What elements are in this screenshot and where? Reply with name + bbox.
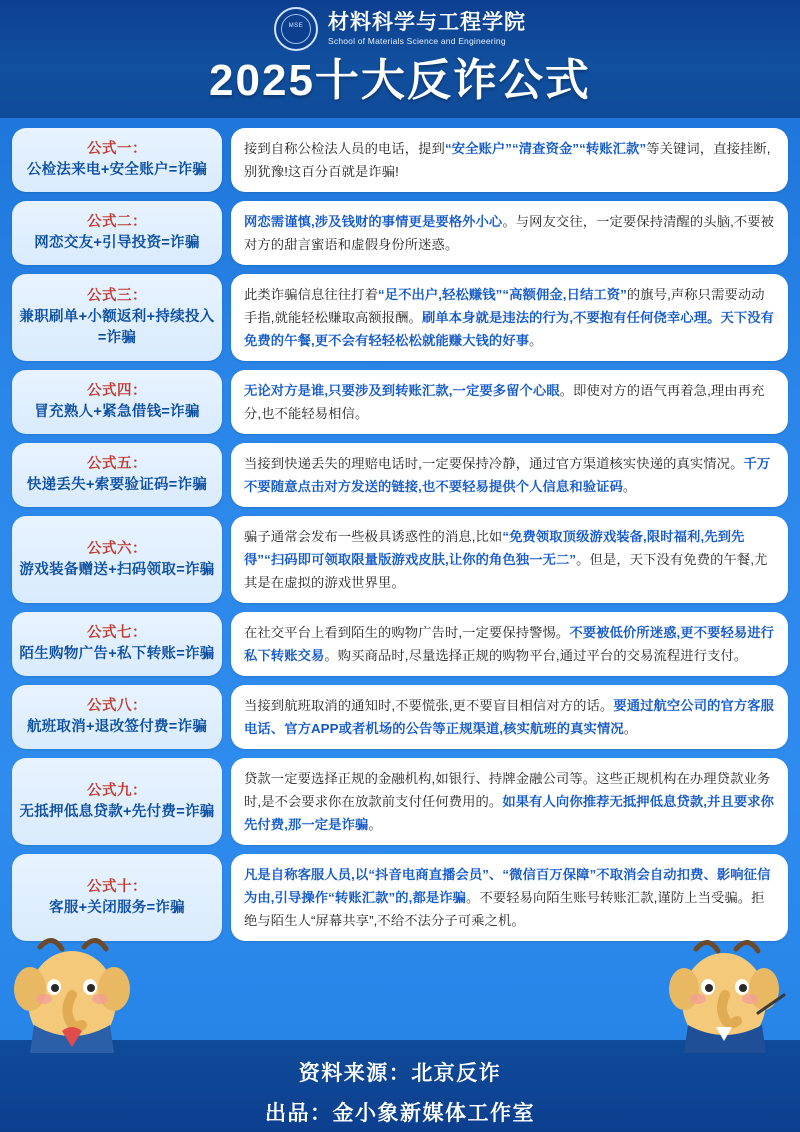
formula-equation: 冒充熟人+紧急借钱=诈骗 — [34, 404, 200, 420]
body-text: 。与网友交往，一定要保持清醒的头脑,不要被对方的甜言蜜语和虚假身份所迷惑 — [244, 214, 775, 252]
formula-equation: 游戏装备赠送+扫码领取=诈骗 — [19, 561, 215, 578]
body-text: 。但是，天下没有免费的午餐,尤其是在虚拟的游戏世界里。 — [244, 552, 768, 590]
highlight-text: 网恋需谨慎,涉及钱财的事情更是要格外小心 — [244, 214, 503, 229]
formula-row — [12, 443, 788, 507]
formula-description — [231, 128, 788, 192]
formula-equation: 陌生购物广告+私下转账=诈骗 — [19, 646, 215, 662]
body-text: 在社交平台上看到陌生的购物广告时,一定要保持警惕。 — [244, 625, 570, 640]
body-text: 。 — [623, 721, 638, 736]
body-text: 当接到快递丢失的理赔电话时,一定要保持冷静，通过官方渠道核实快递的真实情况。 — [244, 456, 744, 471]
formula-equation: 客服+关闭服务=诈骗 — [49, 899, 185, 916]
formula-number: 公式四： — [87, 383, 147, 399]
body-text: 。 — [368, 817, 382, 832]
formula-equation: 无抵押低息贷款+先付费=诈骗 — [19, 803, 215, 820]
formula-description — [231, 443, 788, 507]
formula-label-card — [12, 128, 222, 192]
formula-label-card — [12, 516, 222, 603]
formula-label-card — [12, 201, 222, 265]
body-text: 接到自称公检法人员的电话，提到 — [244, 141, 445, 156]
formula-equation: 航班取消+退改签付费=诈骗 — [26, 719, 208, 735]
body-text: 。 — [622, 479, 637, 494]
formula-label-card — [12, 612, 222, 676]
formula-list — [0, 118, 800, 941]
formula-number: 公式七： — [87, 625, 147, 641]
body-text: 。 — [529, 333, 543, 348]
formula-label-card — [12, 370, 222, 434]
formula-label-card — [12, 274, 222, 361]
body-text: 。不要轻易向陌生账号转账汇款,谨防上当受骗。拒绝与陌生人“屏幕共享”,不给不法分子可乘之机。 — [244, 890, 765, 928]
university-logo-icon — [274, 7, 318, 51]
formula-description — [231, 685, 788, 749]
body-text: 。即使对方的语气再着急,理由再充分,也不能轻易相信。 — [244, 383, 765, 421]
formula-row — [12, 370, 788, 434]
formula-number: 公式一： — [87, 141, 147, 157]
formula-equation: 兼职刷单+小额返利+持续投入=诈骗 — [19, 309, 215, 346]
formula-number: 公式十： — [87, 878, 147, 895]
formula-label-card — [12, 758, 222, 845]
formula-description — [231, 758, 788, 845]
school-name-en: School of Materials Science and Engineering — [328, 36, 506, 46]
body-text: 。 — [444, 237, 459, 252]
highlight-text: 凡是自称客服人员,以“抖音电商直播会员”、“微信百万保障”不取消会自动扣费、影响征信为由,引导操作“转账汇款”的,都是诈骗 — [244, 867, 771, 905]
formula-row — [12, 612, 788, 676]
formula-description — [231, 274, 788, 361]
body-text: 此类诈骗信息往往打着 — [244, 287, 378, 302]
body-text: 当接到航班取消的通知时,不要慌张,更不要盲目相信对方的话。 — [244, 698, 614, 713]
formula-number: 公式三： — [87, 288, 147, 304]
highlight-text: “免费领取顶级游戏装备,限时福利,先到先得”“扫码即可领取限量版游戏皮肤,让你的角色独一无二” — [244, 529, 745, 567]
school-identity — [0, 0, 800, 50]
formula-label-card — [12, 443, 222, 507]
highlight-text: “足不出户,轻松赚钱”“高额佣金,日结工资” — [377, 287, 627, 302]
mascot-elephant-right-icon — [662, 927, 792, 1062]
mascot-elephant-left-icon — [10, 927, 140, 1062]
school-text-block — [328, 11, 526, 47]
formula-equation: 快递丢失+索要验证码=诈骗 — [26, 477, 208, 493]
highlight-text: 刷单本身就是违法的行为,不要抱有任何侥幸心理。天下没有免费的午餐,更不会有轻轻松松就能赚大钱的好事 — [244, 310, 775, 348]
formula-description — [231, 516, 788, 603]
highlight-text: 不要被低价所迷惑,更不要轻易进行私下转账交易 — [244, 625, 775, 663]
logo-abbrev: MSE — [288, 23, 304, 29]
formula-row — [12, 128, 788, 192]
formula-row — [12, 516, 788, 603]
formula-description — [231, 201, 788, 265]
body-text: 骗子通常会发布一些极具诱惑性的消息,比如 — [244, 529, 503, 544]
formula-number: 公式二： — [87, 214, 147, 230]
formula-row — [12, 758, 788, 845]
footer-producer: 出品：金小象新媒体工作室 — [265, 1102, 535, 1125]
formula-number: 公式六： — [87, 540, 147, 557]
page-title: 2025十大反诈公式 — [209, 56, 591, 105]
highlight-text: 如果有人向你推荐无抵押低息贷款,并且要求你先付费,那一定是诈骗 — [244, 794, 775, 832]
footer-source: 资料来源：北京反诈 — [298, 1062, 502, 1085]
formula-number: 公式九： — [87, 782, 147, 799]
body-text: 。购买商品时,尽量选择正规的购物平台,通过平台的交易流程进行支付。 — [324, 648, 748, 663]
body-text: 贷款一定要选择正规的金融机构,如银行、持牌金融公司等。这些正规机构在办理贷款业务时,是不会要求你在放款前支付任何费用的。 — [244, 771, 771, 809]
formula-number: 公式五： — [87, 456, 147, 472]
body-text: 等关键词，直接挂断,别犹豫!这百分百就是诈骗! — [244, 141, 771, 179]
school-name-cn: 材料科学与工程学院 — [328, 11, 526, 34]
body-text: 的旗号,声称只需要动动手指,就能轻松赚取高额报酬。 — [244, 287, 765, 325]
formula-equation: 网恋交友+引导投资=诈骗 — [34, 235, 200, 251]
highlight-text: 要通过航空公司的官方客服电话、官方APP或者机场的公告等正规渠道,核实航班的真实情况 — [244, 698, 775, 736]
highlight-text: 千万不要随意点击对方发送的链接,也不要轻易提供个人信息和验证码 — [244, 456, 771, 494]
formula-row — [12, 274, 788, 361]
formula-label-card — [12, 685, 222, 749]
formula-row — [12, 201, 788, 265]
poster-header — [0, 0, 800, 118]
formula-row — [12, 685, 788, 749]
formula-equation: 公检法来电+安全账户=诈骗 — [26, 162, 208, 178]
formula-number: 公式八： — [87, 698, 147, 714]
formula-description — [231, 612, 788, 676]
highlight-text: 无论对方是谁,只要涉及到转账汇款,一定要多留个心眼 — [244, 383, 560, 398]
formula-description — [231, 370, 788, 434]
highlight-text: “安全账户”“清查资金”“转账汇款” — [444, 141, 647, 156]
